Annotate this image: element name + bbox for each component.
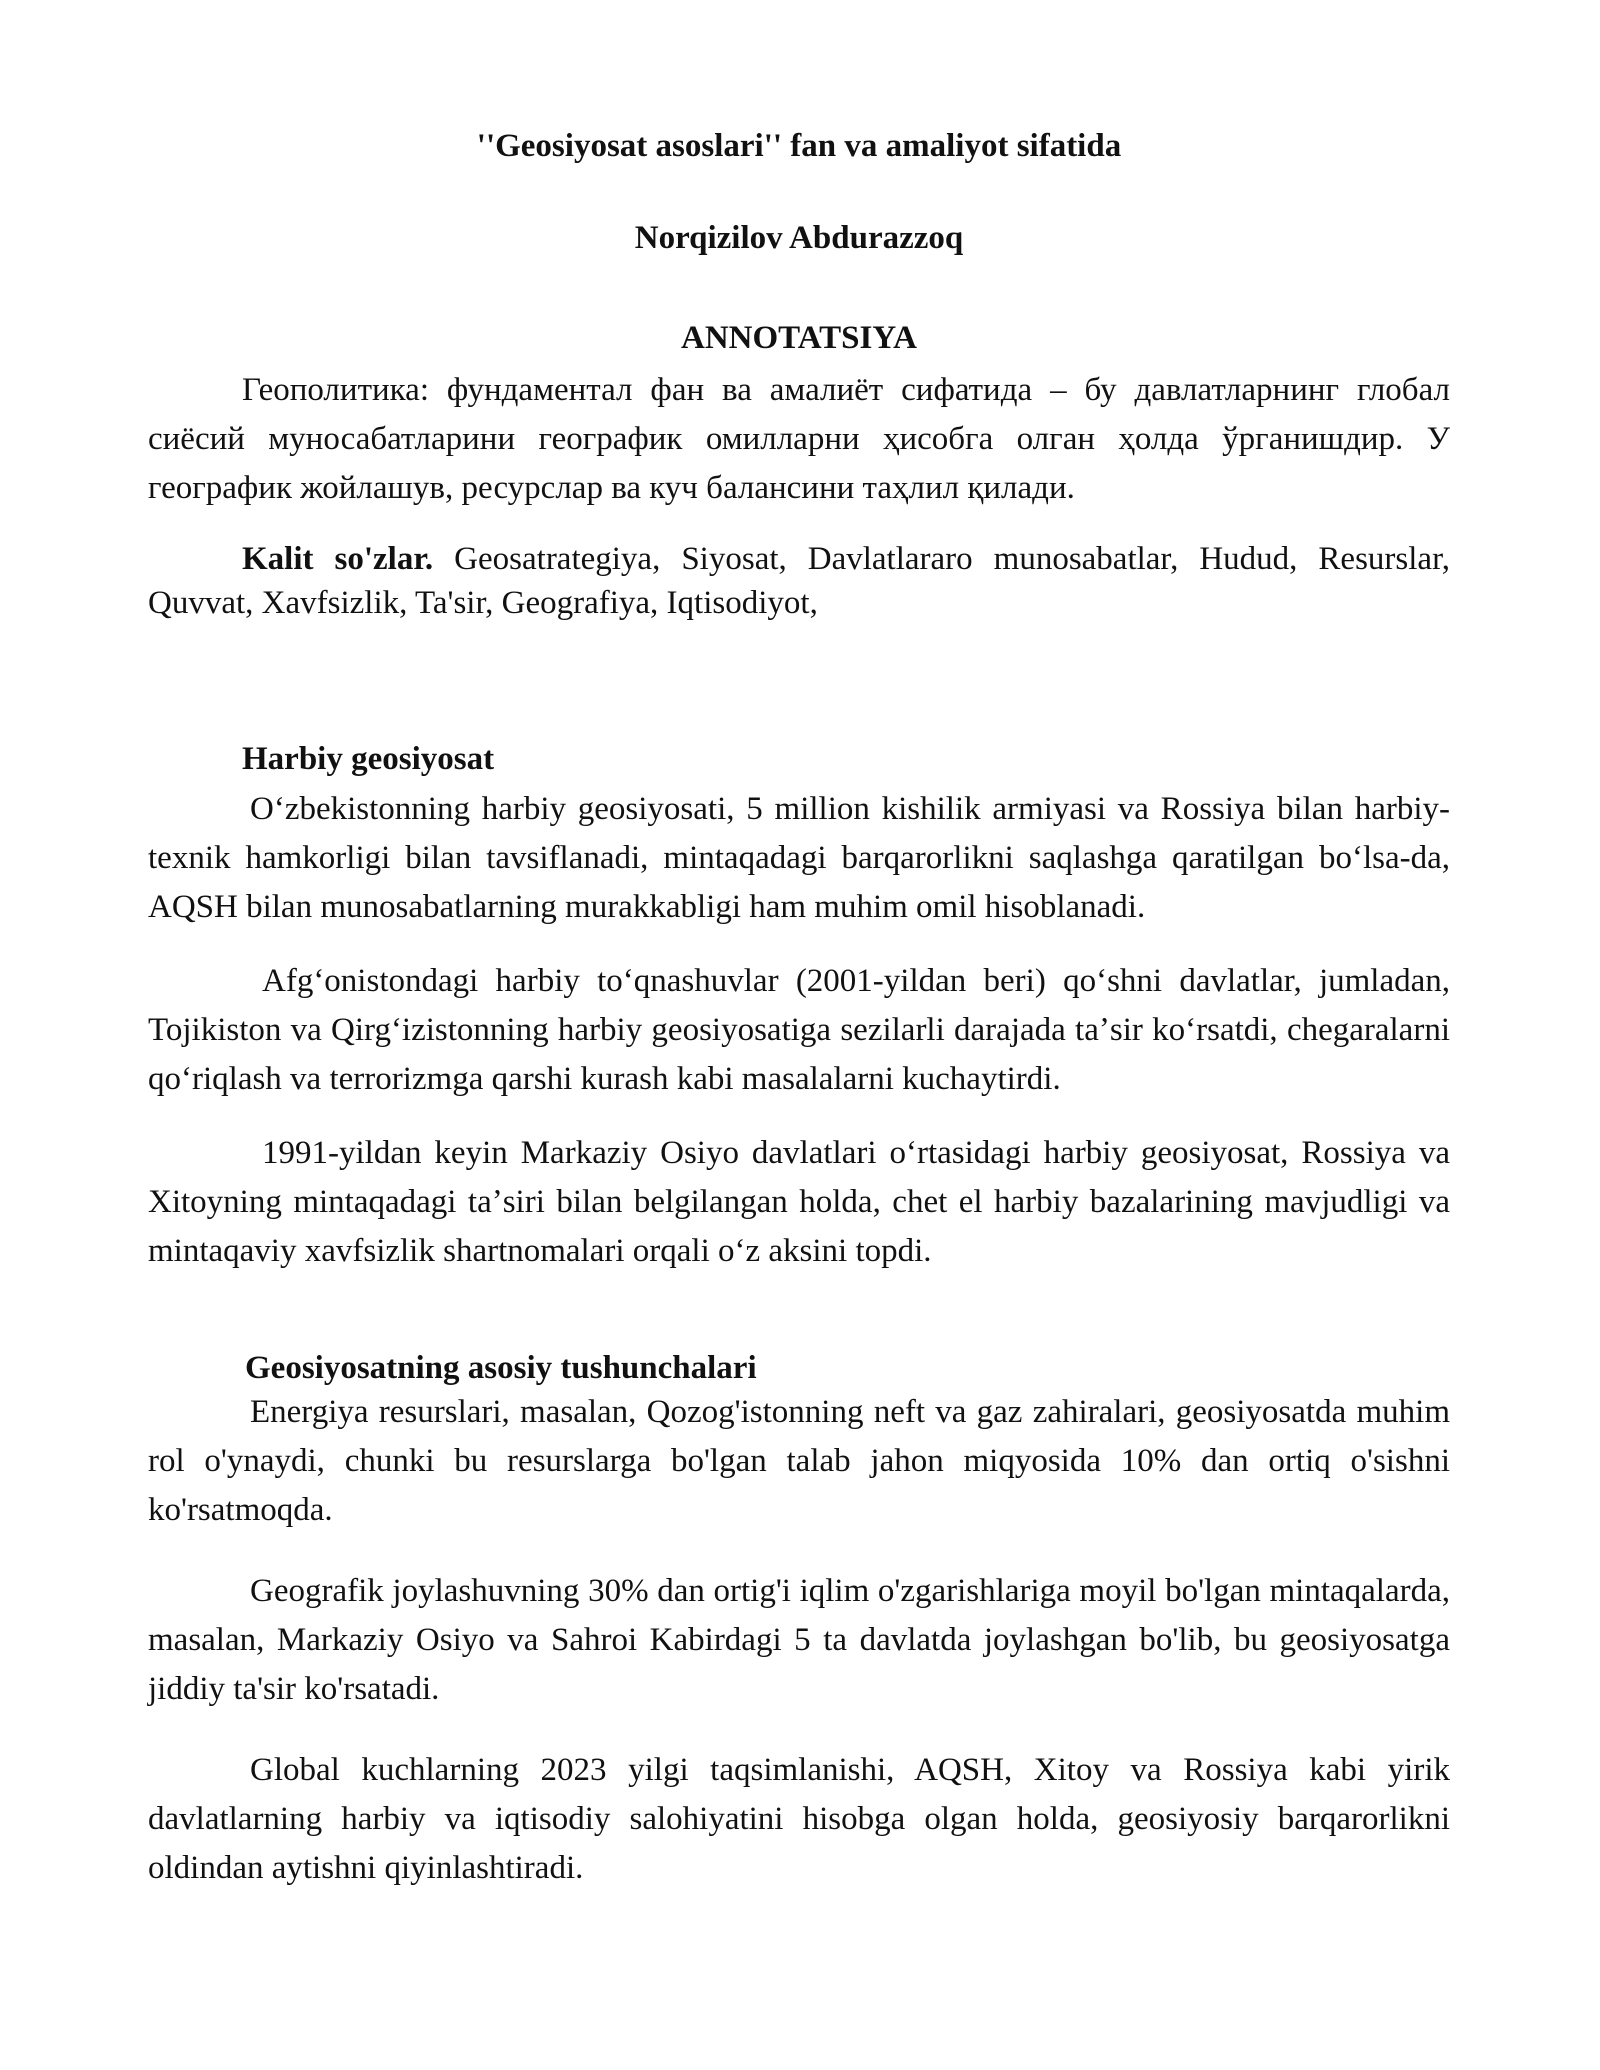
keywords-paragraph xyxy=(148,537,1450,625)
author-name: Norqizilov Abdurazzoq xyxy=(634,220,964,256)
section-paragraph: Energiya resurslari, masalan, Qozog'istonning neft va gaz zahiralari, geosiyosatda muhim rol o'ynaydi, chunki bu resurslarga bo'lgan talab jahon miqyosida 10% dan ortiq o'sishni ko'rsatmoqda. xyxy=(148,1394,1450,1528)
section-paragraph: 1991-yildan keyin Markaziy Osiyo davlatlari oʻrtasidagi harbiy geosiyosat, Rossiya va Xitoyning mintaqadagi taʼsiri bilan belgilangan holda, chet el harbiy bazalarining mavjudligi va mintaqaviy xavfsizlik shartnomalari orqali oʻz aksini topdi. xyxy=(148,1135,1450,1269)
section-paragraph: Geografik joylashuvning 30% dan ortig'i iqlim o'zgarishlariga moyil bo'lgan mintaqalarda, masalan, Markaziy Osiyo va Sahroi Kabirdagi 5 ta davlatda joylashgan bo'lib, bu geosiyosatga jiddiy ta'sir ko'rsatadi. xyxy=(148,1573,1450,1707)
annotation-paragraph: Геополитика: фундаментал фан ва амалиёт сифатида – бу давлатларнинг глобал сиёсий муносабатларини географик омилларни ҳисобга олган ҳолда ўрганишдир. У географик жойлашув, ресурслар ва куч балансини таҳлил қилади. xyxy=(148,372,1450,506)
section-heading: Geosiyosatning asosiy tushunchalari xyxy=(245,1350,757,1386)
section-paragraph: Oʻzbekistonning harbiy geosiyosati, 5 million kishilik armiyasi va Rossiya bilan harbiy-texnik hamkorligi bilan tavsiflanadi, mintaqadagi barqarorlikni saqlashga qaratilgan boʻlsa-da, AQSH bilan munosabatlarning murakkabligi ham muhim omil hisoblanadi. xyxy=(148,791,1450,925)
section-paragraph: Global kuchlarning 2023 yilgi taqsimlanishi, AQSH, Xitoy va Rossiya kabi yirik davlatlarning harbiy va iqtisodiy salohiyatini hisobga olgan holda, geosiyosiy barqarorlikni oldindan aytishni qiyinlashtiradi. xyxy=(148,1752,1450,1886)
keywords-label: Kalit so'zlar. xyxy=(242,541,434,577)
document-page xyxy=(148,126,1450,1893)
section-heading: Harbiy geosiyosat xyxy=(242,741,495,777)
annotation-heading: ANNOTATSIYA xyxy=(681,320,917,356)
section-paragraph: Afgʻonistondagi harbiy toʻqnashuvlar (2001-yildan beri) qoʻshni davlatlar, jumladan, Tojikiston va Qirgʻizistonning harbiy geosiyosatiga sezilarli darajada taʼsir koʻrsatdi, chegaralarni qoʻriqlash va terrorizmga qarshi kurash kabi masalalarni kuchaytirdi. xyxy=(148,963,1450,1097)
keywords-list: Geosatrategiya, Siyosat, Davlatlararo munosabatlar, Hudud, Resurslar, Quvvat, Xavfsizlik, Ta'sir, Geografiya, Iqtisodiyot, xyxy=(148,541,1450,621)
document-title: ''Geosiyosat asoslari'' fan va amaliyot sifatida xyxy=(476,128,1122,164)
